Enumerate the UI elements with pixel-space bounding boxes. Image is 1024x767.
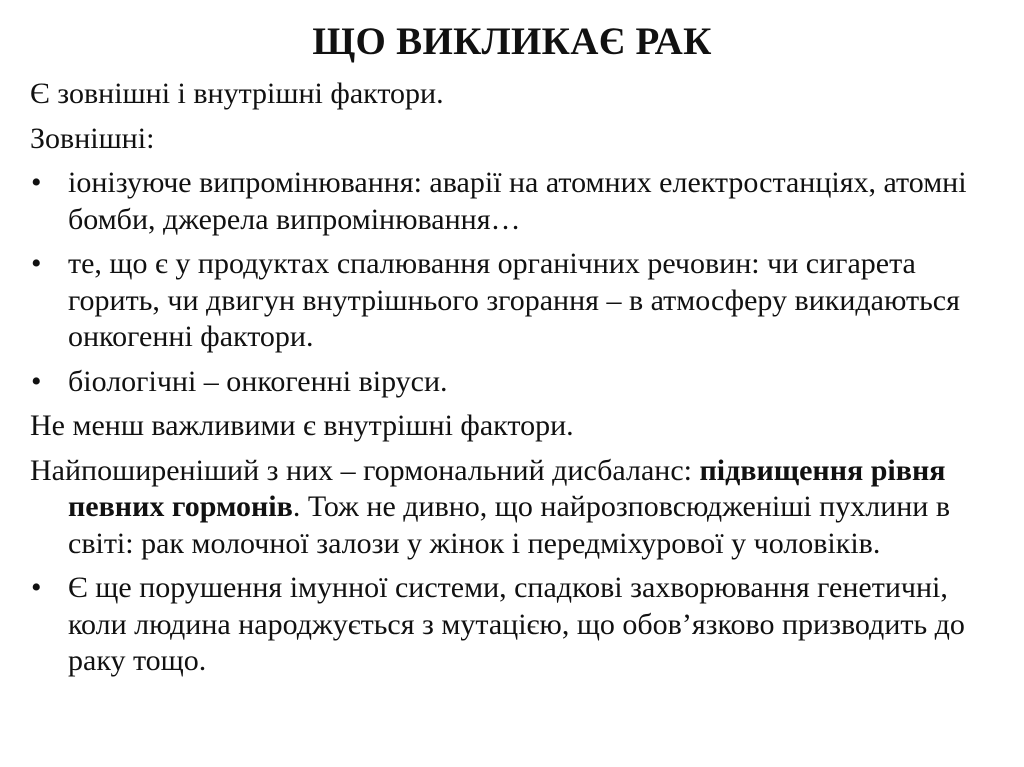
intro-line: Є зовнішні і внутрішні фактори. xyxy=(30,77,444,110)
bullet-text: те, що є у продуктах спалювання органічних речовин: чи сигарета горить, чи двигун внутрішнього згорання – в атмосферу викидаються онкогенні фактори. xyxy=(68,247,960,353)
hormonal-emphasis: підвищення рівня певних гормонів xyxy=(68,453,946,523)
bullet-marker: • xyxy=(31,364,42,398)
external-heading: Зовнішні: xyxy=(30,121,155,155)
bullet-marker: • xyxy=(31,166,42,199)
bullet-item xyxy=(30,246,1000,356)
hormonal-text-end: . Тож не дивно, що найрозповсюдженіші пухлини в світі: рак молочної залози у жінок і передміхурової у чоловіків. xyxy=(68,490,951,560)
bullet-marker: • xyxy=(31,247,42,280)
bullet-text: Є ще порушення імунної системи, спадкові захворювання генетичні, коли людина народжується з мутацією, що обов’язково призводить до раку тощо. xyxy=(68,571,965,677)
slide-body xyxy=(30,76,1000,688)
bullet-text: іонізуюче випромінювання: аварії на атомних електростанціях, атомні бомби, джерела випромінювання… xyxy=(68,166,967,236)
slide-title: ЩО ВИКЛИКАЄ РАК xyxy=(312,20,712,63)
hormonal-text-start: Найпоширеніший з них – гормональний дисбаланс: xyxy=(30,453,700,487)
hormonal-paragraph xyxy=(30,453,1000,563)
bullet-text: біологічні – онкогенні віруси. xyxy=(68,364,448,398)
internal-factors-line: Не менш важливими є внутрішні фактори. xyxy=(30,409,574,442)
bullet-item xyxy=(30,570,1000,680)
bullet-marker: • xyxy=(31,571,42,604)
bullet-item xyxy=(30,165,1000,238)
bullet-item xyxy=(30,364,1000,401)
